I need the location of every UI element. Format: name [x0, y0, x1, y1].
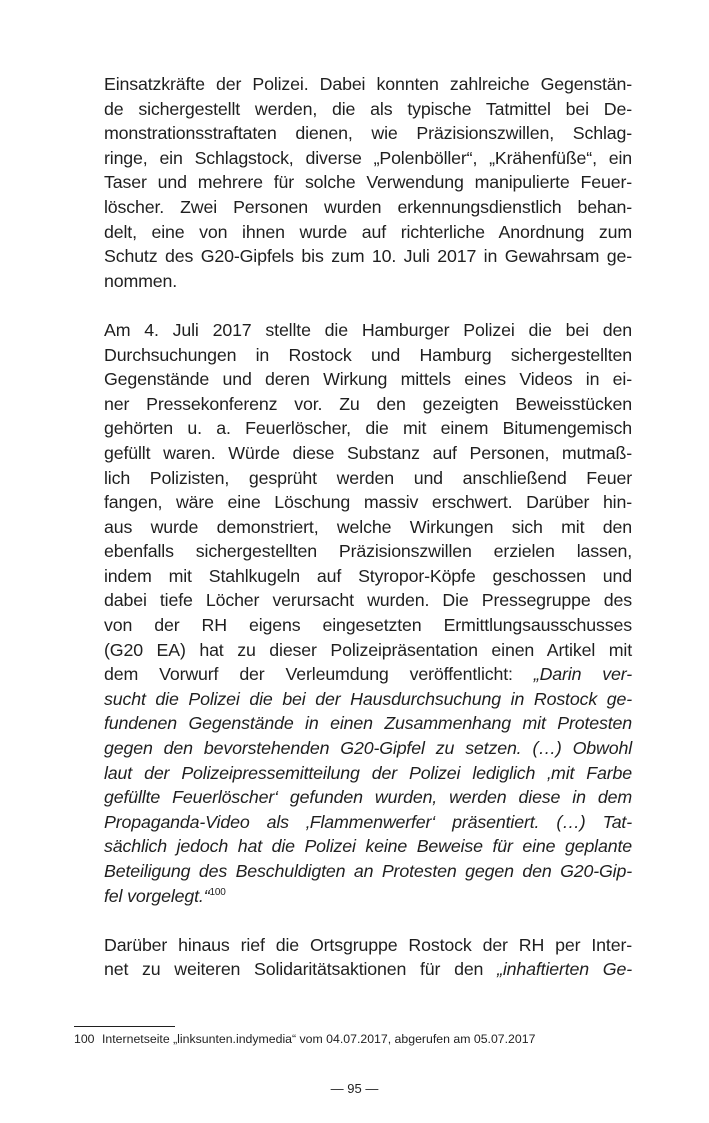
- text-line-mixed: [104, 662, 632, 687]
- quote-line: Propaganda-Video als ‚Flammenwerfer‘ präsentiert. (…) Tat-: [104, 811, 632, 832]
- body-text: [104, 72, 632, 982]
- quote-end: fel vorgelegt.“: [104, 885, 210, 906]
- text-line: (G20 EA) hat zu dieser Polizeipräsentation einen Artikel mit: [104, 639, 632, 660]
- quote-line: sucht die Polizei die bei der Hausdurchsuchung in Rostock ge-: [104, 688, 632, 709]
- text-line: gefüllt waren. Würde diese Substanz auf Personen, mutmaß-: [104, 442, 632, 463]
- text-normal: dem Vorwurf der Verleumdung veröffentlicht:: [104, 664, 534, 685]
- text-line: Taser und mehrere für solche Verwendung manipulierte Feuer-: [104, 172, 632, 193]
- quote-start: „Darin ver-: [533, 664, 632, 685]
- text-line: Einsatzkräfte der Polizei. Dabei konnten zahlreiche Gegenstän-: [104, 74, 632, 94]
- text-line: ebenfalls sichergestellten Präzisionszwillen erzielen lassen,: [104, 541, 632, 562]
- text-line: lich Polizisten, gesprüht werden und anschließend Feuer: [104, 467, 632, 488]
- footnote-text: Internetseite „linksunten.indymedia“ vom 04.07.2017, abgerufen am 05.07.2017: [102, 1032, 536, 1046]
- footnote-reference[interactable]: 100: [209, 886, 226, 898]
- text-line: ner Pressekonferenz vor. Zu den gezeigten Beweisstücken: [104, 393, 632, 414]
- quote-line: gegen den bevorstehenden G20-Gipfel zu setzen. (…) Obwohl: [104, 738, 632, 759]
- text-line: indem mit Stahlkugeln auf Styropor-Köpfe geschossen und: [104, 565, 632, 586]
- text-line: Am 4. Juli 2017 stellte die Hamburger Polizei die bei den: [104, 319, 632, 340]
- quote-line: sächlich jedoch hat die Polizei keine Beweise für eine geplante: [104, 836, 632, 857]
- text-normal: net zu weiteren Solidaritätsaktionen für den: [104, 959, 498, 980]
- page-number: — 95 —: [330, 1081, 379, 1096]
- quote-line: gefüllte Feuerlöscher‘ gefunden wurden, werden diese in dem: [104, 787, 632, 808]
- quote-line: fundenen Gegenstände in einen Zusammenhang mit Protesten: [104, 713, 632, 734]
- quote-start: „inhaftierten Ge-: [497, 959, 632, 980]
- footnote-divider: [74, 1026, 175, 1027]
- text-line: nommen.: [104, 270, 178, 291]
- paragraph-3: [104, 933, 632, 982]
- text-line: ringe, ein Schlagstock, diverse „Polenböller“, „Krähenfüße“, ein: [104, 147, 632, 168]
- text-line: dabei tiefe Löcher verursacht wurden. Die Pressegruppe des: [104, 590, 632, 611]
- text-line: Schutz des G20-Gipfels bis zum 10. Juli 2017 in Gewahrsam ge-: [104, 246, 632, 267]
- text-line: monstrationsstraftaten dienen, wie Präzisionszwillen, Schlag-: [104, 123, 632, 144]
- text-line-mixed: [104, 957, 632, 982]
- text-line: delt, eine von ihnen wurde auf richterliche Anordnung zum: [104, 221, 632, 242]
- quote-end-line: [104, 884, 632, 909]
- text-line: von der RH eigens eingesetzten Ermittlungsausschusses: [104, 615, 632, 636]
- footnote-number: 100: [74, 1032, 95, 1046]
- quote-line: Beteiligung des Beschuldigten an Protesten gegen den G20-Gip-: [104, 861, 632, 881]
- paragraph-2: [104, 318, 632, 908]
- text-line: löscher. Zwei Personen wurden erkennungsdienstlich behan-: [104, 196, 632, 217]
- footnote: [74, 1031, 535, 1047]
- paragraph-spacer: [104, 908, 632, 933]
- paragraph-1: [104, 72, 632, 293]
- paragraph-spacer: [104, 293, 632, 318]
- text-line: Gegenstände und deren Wirkung mittels eines Videos in ei-: [104, 369, 632, 390]
- quote-line: laut der Polizeipressemitteilung der Polizei lediglich ‚mit Farbe: [104, 762, 632, 783]
- text-line: Durchsuchungen in Rostock und Hamburg sichergestellten: [104, 344, 632, 365]
- text-line: gehörten u. a. Feuerlöscher, die mit einem Bitumengemisch: [104, 418, 632, 439]
- text-line: fangen, wäre eine Löschung massiv erschwert. Darüber hin-: [104, 492, 632, 513]
- text-line: Darüber hinaus rief die Ortsgruppe Rostock der RH per Inter-: [104, 934, 632, 955]
- text-line: de sichergestellt werden, die als typische Tatmittel bei De-: [104, 98, 632, 119]
- text-line: aus wurde demonstriert, welche Wirkungen sich mit den: [104, 516, 632, 537]
